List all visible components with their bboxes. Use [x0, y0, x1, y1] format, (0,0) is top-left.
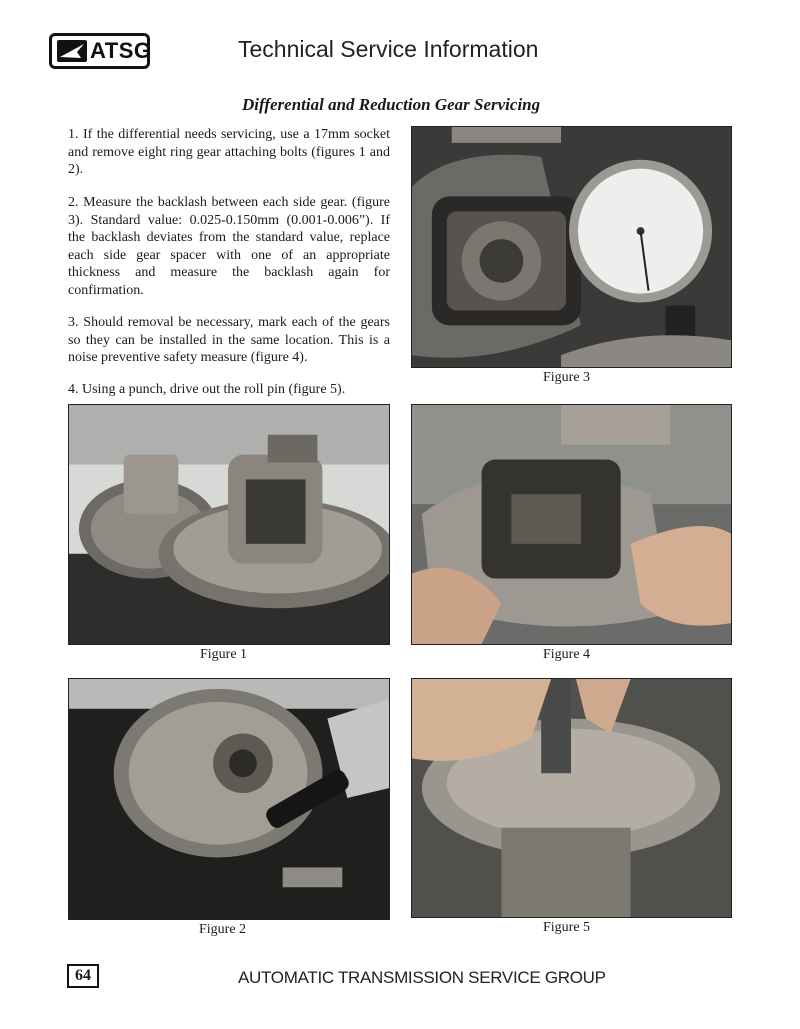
- figure-5-photo: [411, 678, 732, 918]
- section-title: Differential and Reduction Gear Servicing: [242, 95, 541, 114]
- atsg-logo: [49, 33, 150, 69]
- step-3-text: 3. Should removal be necessary, mark each of the gears so they can be installed in the same location. This is a noise preventive safety measure (figure 4).: [68, 315, 390, 365]
- footer-org-name: AUTOMATIC TRANSMISSION SERVICE GROUP: [238, 968, 606, 987]
- figure-5-caption: Figure 5: [543, 920, 591, 935]
- logo-mark-icon: [57, 40, 87, 62]
- step-2-text: 2. Measure the backlash between each side gear. (figure 3). Standard value: 0.025-0.150mm (0.001-0.006”). If the backlash deviates from the standard value, replace each side gear spacer with one of an appropriate thickness and measure the backlash again for confirmation.: [68, 195, 390, 298]
- figure-1-caption: Figure 1: [200, 647, 248, 662]
- figure-2-caption: Figure 2: [199, 922, 247, 937]
- figure-4-caption: Figure 4: [543, 647, 591, 662]
- header-title: Technical Service Information: [238, 36, 539, 62]
- page-number: 64: [67, 964, 99, 988]
- figure-4-photo: [411, 404, 732, 645]
- figure-3-caption: Figure 3: [543, 370, 591, 385]
- figure-2-photo: [68, 678, 390, 920]
- step-4-text: 4. Using a punch, drive out the roll pin (figure 5).: [68, 382, 346, 397]
- logo-text: ATSG: [90, 38, 152, 63]
- figure-3-photo: [411, 126, 732, 368]
- figure-1-photo: [68, 404, 390, 645]
- step-1-text: 1. If the differential needs servicing, use a 17mm socket and remove eight ring gear attaching bolts (figures 1 and 2).: [68, 127, 390, 177]
